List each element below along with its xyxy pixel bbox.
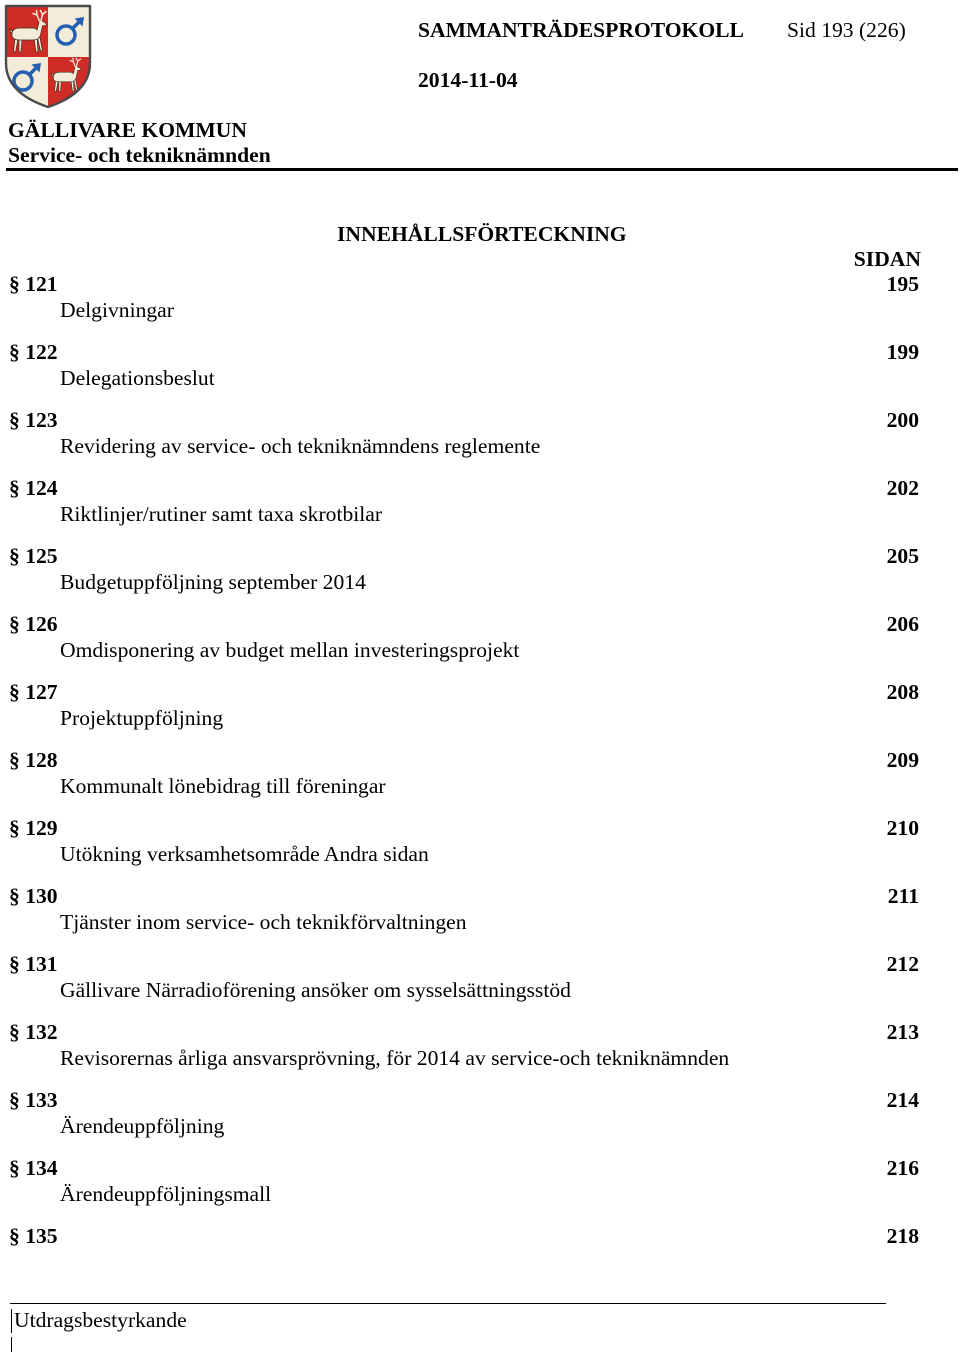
document-type-title: SAMMANTRÄDESPROTOKOLL <box>418 18 744 42</box>
attestation-label: Utdragsbestyrkande <box>14 1308 187 1332</box>
section-number: § 122 <box>9 340 58 364</box>
page-number: 214 <box>886 1088 919 1112</box>
page-number: 218 <box>886 1224 919 1248</box>
section-number: § 132 <box>9 1020 58 1044</box>
section-title: Projektuppföljning <box>60 706 224 730</box>
page-number: 211 <box>887 884 919 908</box>
page-number: 202 <box>886 476 919 500</box>
meeting-date: 2014-11-04 <box>418 68 518 92</box>
section-number: § 123 <box>9 408 58 432</box>
section-number: § 134 <box>9 1156 58 1180</box>
section-title: Kommunalt lönebidrag till föreningar <box>60 774 386 798</box>
section-number: § 125 <box>9 544 58 568</box>
section-number: § 130 <box>9 884 58 908</box>
section-number: § 121 <box>9 272 58 296</box>
toc-entry <box>0 475 960 543</box>
toc-entry <box>0 1019 960 1087</box>
section-number: § 133 <box>9 1088 58 1112</box>
page-number: 199 <box>886 340 919 364</box>
section-title: Tjänster inom service- och teknikförvaltningen <box>60 910 467 934</box>
section-title: Utökning verksamhetsområde Andra sidan <box>60 842 429 866</box>
page-number: 210 <box>886 816 919 840</box>
section-title: Ärendeuppföljning <box>60 1114 225 1138</box>
toc-entry <box>0 1155 960 1223</box>
toc-entry <box>0 679 960 747</box>
page-indicator: Sid 193 (226) <box>787 18 906 42</box>
section-number: § 127 <box>9 680 58 704</box>
coat-of-arms-icon <box>3 3 93 110</box>
footer-rule <box>10 1303 886 1304</box>
page-number: 208 <box>886 680 919 704</box>
section-number: § 124 <box>9 476 58 500</box>
toc-entry <box>0 951 960 1019</box>
attestation-box-border <box>11 1337 12 1352</box>
page-number: 216 <box>886 1156 919 1180</box>
toc-entry <box>0 543 960 611</box>
section-title: Budgetuppföljning september 2014 <box>60 570 366 594</box>
toc-entry <box>0 883 960 951</box>
section-number: § 135 <box>9 1224 58 1248</box>
page-number: 213 <box>886 1020 919 1044</box>
section-number: § 129 <box>9 816 58 840</box>
section-title: Omdisponering av budget mellan investeringsprojekt <box>60 638 520 662</box>
municipality-name: GÄLLIVARE KOMMUN <box>8 118 247 142</box>
section-title: Riktlinjer/rutiner samt taxa skrotbilar <box>60 502 383 526</box>
page-number: 195 <box>886 272 919 296</box>
page-number: 212 <box>886 952 919 976</box>
section-number: § 128 <box>9 748 58 772</box>
toc-entry <box>0 339 960 407</box>
header-rule <box>6 168 958 171</box>
committee-name: Service- och tekniknämnden <box>8 143 271 167</box>
toc-entry <box>0 407 960 475</box>
page-number: 200 <box>886 408 919 432</box>
toc-entry <box>0 1223 960 1291</box>
attestation-box-border <box>11 1309 12 1333</box>
section-title: Delegationsbeslut <box>60 366 215 390</box>
toc-entry <box>0 1087 960 1155</box>
toc-entry <box>0 815 960 883</box>
toc-heading: INNEHÅLLSFÖRTECKNING <box>337 222 627 246</box>
page-number: 209 <box>886 748 919 772</box>
section-title: Revidering av service- och tekniknämndens reglemente <box>60 434 541 458</box>
section-title: Revisorernas årliga ansvarsprövning, för 2014 av service-och tekniknämnden <box>60 1046 730 1070</box>
page-number: 206 <box>886 612 919 636</box>
section-number: § 131 <box>9 952 58 976</box>
toc-entry <box>0 611 960 679</box>
section-title: Delgivningar <box>60 298 174 322</box>
section-title: Ärendeuppföljningsmall <box>60 1182 272 1206</box>
toc-entry <box>0 271 960 339</box>
section-number: § 126 <box>9 612 58 636</box>
page-column-heading: SIDAN <box>853 247 921 271</box>
toc-entry <box>0 747 960 815</box>
toc-list <box>0 271 960 1291</box>
section-title: Gällivare Närradioförening ansöker om sysselsättningsstöd <box>60 978 571 1002</box>
page-number: 205 <box>886 544 919 568</box>
